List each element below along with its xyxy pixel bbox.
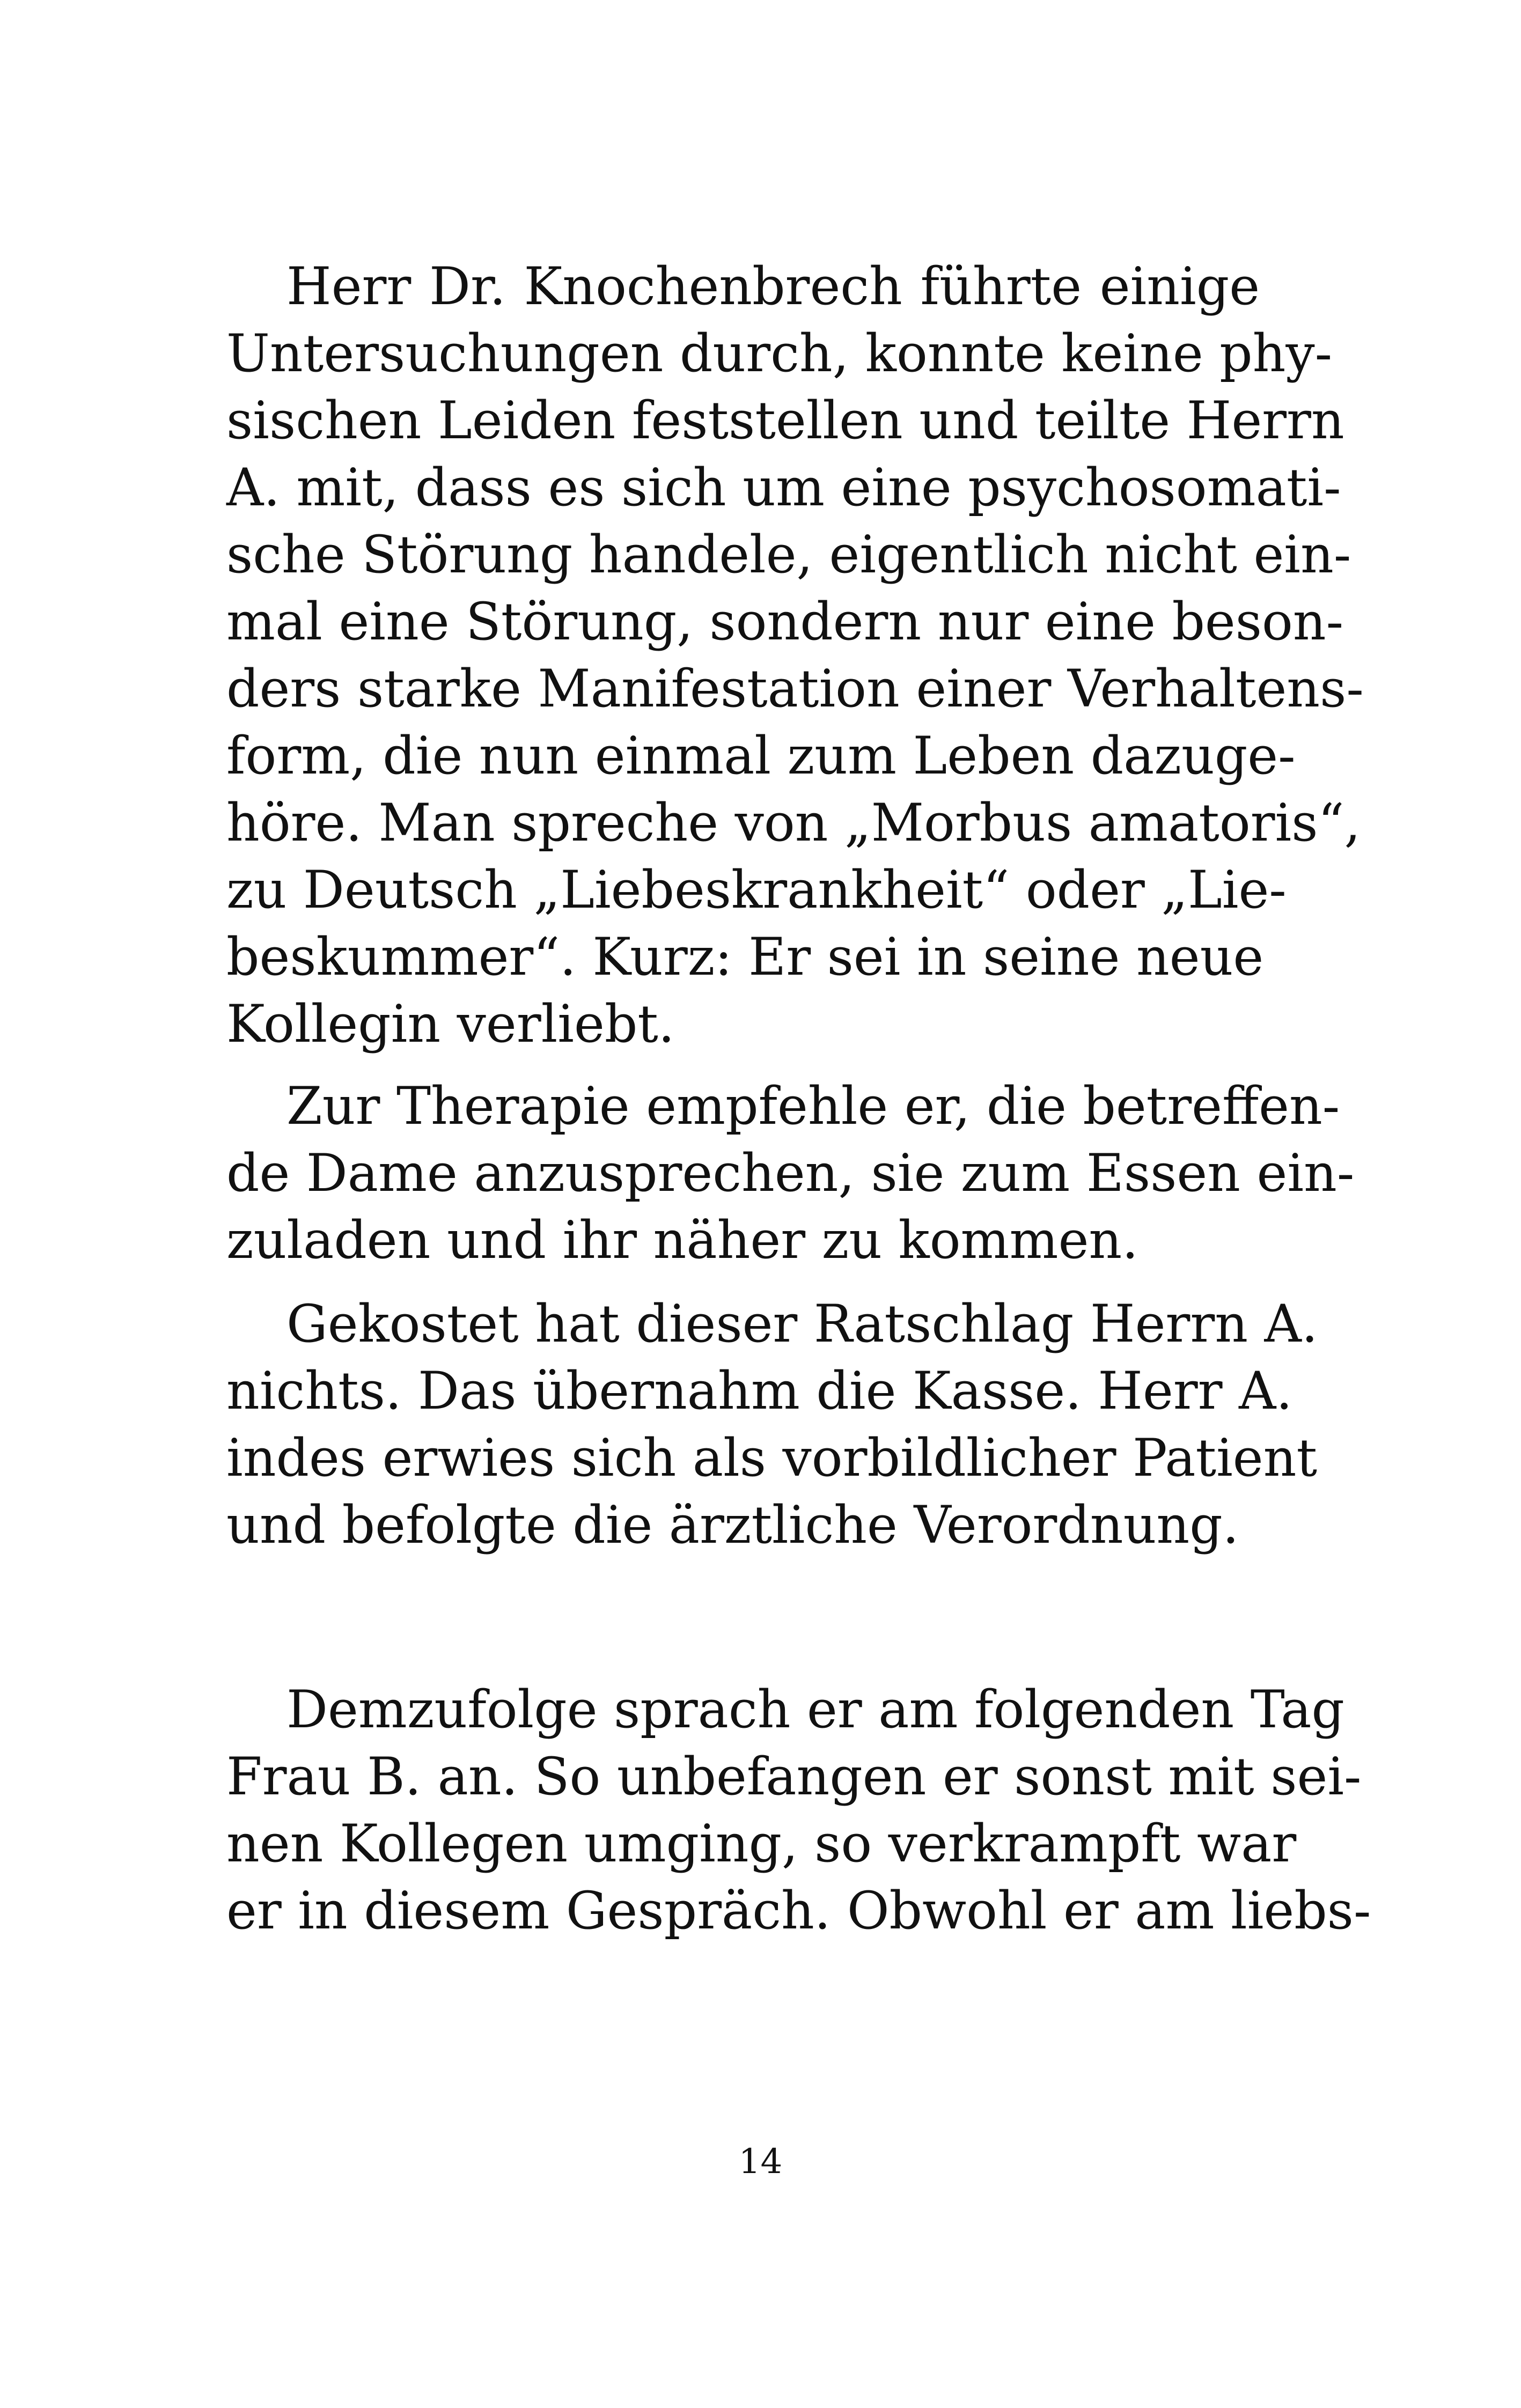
text-line: er in diesem Gespräch. Obwohl er am liebs-	[226, 1881, 1371, 1941]
text-line: A. mit, dass es sich um eine psychosomati-	[226, 458, 1341, 518]
text-line: zuladen und ihr näher zu kommen.	[226, 1210, 1138, 1270]
paragraph-therapy	[226, 1073, 1355, 1274]
text-line: höre. Man spreche von „Morbus amatoris“,	[226, 793, 1361, 853]
text-line: nen Kollegen umging, so verkrampft war	[226, 1814, 1297, 1874]
text-line: de Dame anzusprechen, sie zum Essen ein-	[226, 1143, 1355, 1203]
text-line: Kollegin verliebt.	[226, 994, 675, 1054]
text-line: Demzufolge sprach er am folgenden Tag	[286, 1680, 1344, 1740]
text-line: nichts. Das übernahm die Kasse. Herr A.	[226, 1361, 1292, 1421]
text-line: Zur Therapie empfehle er, die betreffen-	[286, 1076, 1340, 1136]
text-line: beskummer“. Kurz: Er sei in seine neue	[226, 927, 1264, 987]
text-line: indes erwies sich als vorbildlicher Patient	[226, 1428, 1318, 1488]
text-line: form, die nun einmal zum Leben dazuge-	[226, 726, 1296, 786]
text-line: ders starke Manifestation einer Verhaltens-	[226, 659, 1364, 719]
text-line: zu Deutsch „Liebeskrankheit“ oder „Lie-	[226, 860, 1287, 920]
paragraph-conversation	[226, 1676, 1371, 1945]
text-line: Herr Dr. Knochenbrech führte einige	[286, 256, 1260, 316]
paragraph-cost	[226, 1291, 1318, 1559]
page-number: 14	[738, 2142, 783, 2182]
text-line: Untersuchungen durch, konnte keine phy-	[226, 323, 1333, 384]
text-line: Gekostet hat dieser Ratschlag Herrn A.	[286, 1294, 1318, 1354]
text-line: sischen Leiden feststellen und teilte Herrn	[226, 391, 1344, 451]
text-line: sche Störung handele, eigentlich nicht ein-	[226, 525, 1351, 585]
text-line: und befolgte die ärztliche Verordnung.	[226, 1495, 1239, 1555]
text-line: Frau B. an. So unbefangen er sonst mit sei-	[226, 1747, 1362, 1807]
text-line: mal eine Störung, sondern nur eine beson-	[226, 592, 1344, 652]
paragraph-diagnosis	[226, 253, 1364, 1058]
